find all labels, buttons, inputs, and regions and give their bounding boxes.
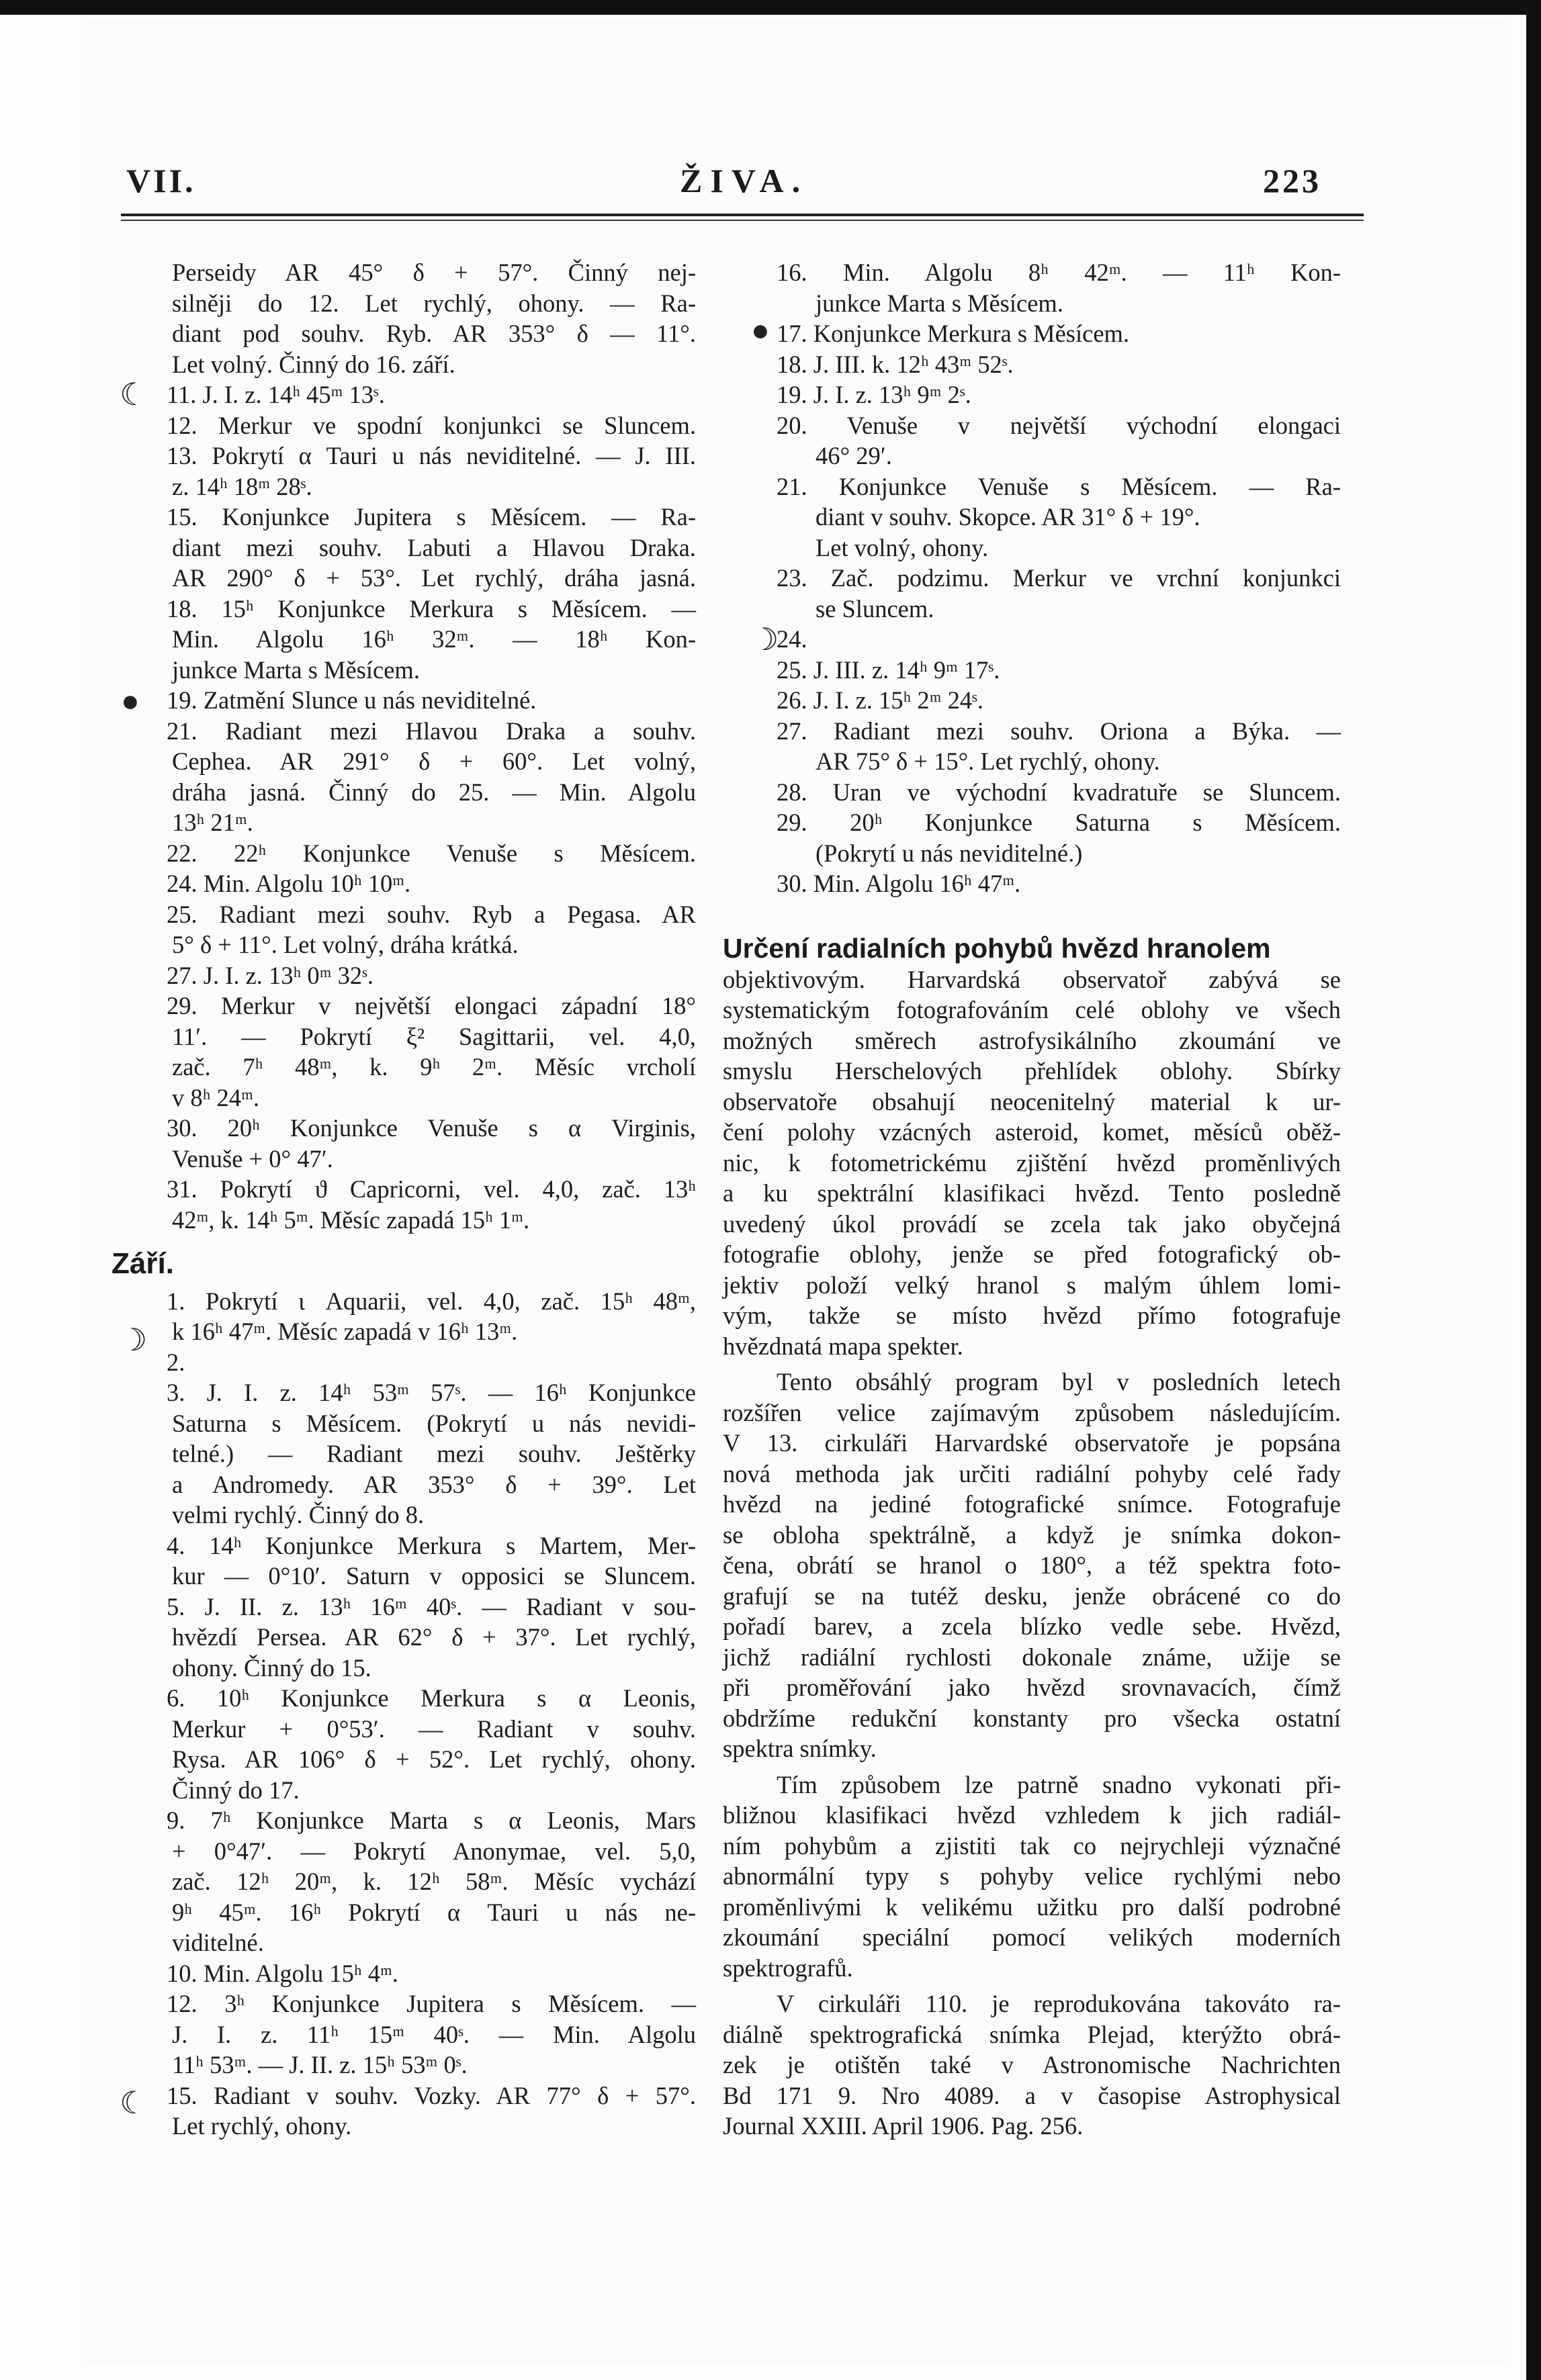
text-line: k 16ʰ 47ᵐ. Měsíc zapadá v 16ʰ 13ᵐ.	[172, 1318, 518, 1345]
text-line: v 8ʰ 24ᵐ.	[172, 1083, 259, 1111]
text-line: telné.) — Radiant mezi souhv. Ještěrky	[172, 1440, 696, 1467]
text-line: 4. 14ʰ Konjunkce Merkura s Martem, Mer-	[167, 1531, 696, 1559]
article-line: observatoře obsahují neocenitelný material k ur-	[723, 1087, 1341, 1115]
article-line: spektra snímky.	[723, 1735, 877, 1762]
text-line: 13. Pokrytí α Tauri u nás neviditelné. — J. III.	[167, 442, 696, 469]
text-line: 24. Min. Algolu 10ʰ 10ᵐ.	[167, 870, 411, 897]
text-line: Min. Algolu 16ʰ 32ᵐ. — 18ʰ Kon-	[172, 625, 696, 653]
text-line: a Andromedy. AR 353° δ + 39°. Let	[172, 1470, 696, 1498]
article-line: spektrografů.	[723, 1954, 853, 1982]
text-line: 28. Uran ve východní kvadratuře se Sluncem.	[777, 778, 1341, 806]
text-line: 19. J. I. z. 13ʰ 9ᵐ 2ˢ.	[777, 381, 971, 408]
header-journal: ŽIVA.	[680, 162, 809, 199]
text-line: 22. 22ʰ Konjunkce Venuše s Měsícem.	[167, 839, 696, 867]
article-line: smyslu Herschelových přehlídek oblohy. Sbírky	[723, 1057, 1341, 1085]
last-quarter-icon-2: ☽	[751, 623, 779, 657]
article-line: vým, takže se místo hvězd přímo fotografuje	[723, 1301, 1341, 1329]
article-line: pořadí barev, a zcela blízko vedle sebe. Hvězd,	[723, 1612, 1341, 1640]
text-line: Saturna s Měsícem. (Pokrytí u nás nevidi-	[172, 1409, 696, 1437]
text-line: 13ʰ 21ᵐ.	[172, 809, 253, 836]
text-line: 16. Min. Algolu 8ʰ 42ᵐ. — 11ʰ Kon-	[777, 259, 1341, 286]
article-line: zek je otištěn také v Astronomische Nachrichten	[723, 2051, 1341, 2078]
article-line: zkoumání speciální pomocí velikých moderních	[723, 1923, 1341, 1951]
text-line: 17. Konjunkce Merkura s Měsícem.	[777, 320, 1130, 347]
text-line: diant mezi souhv. Labuti a Hlavou Draka.	[172, 533, 696, 561]
first-quarter-icon: ☾	[120, 377, 148, 412]
text-line: 27. Radiant mezi souhv. Oriona a Býka. —	[777, 717, 1341, 745]
text-line: 6. 10ʰ Konjunkce Merkura s α Leonis,	[167, 1684, 696, 1712]
article-line: grafují se na tutéž desku, jenže obrácené co do	[723, 1582, 1341, 1610]
full-moon-icon: ●	[121, 684, 140, 718]
text-line: 29. Merkur v největší elongaci západní 18°	[167, 992, 696, 1019]
text-line: 15. Konjunkce Jupitera s Měsícem. — Ra-	[167, 503, 696, 531]
article-line: jichž radiální rychlosti dokonale známe, užije se	[723, 1643, 1341, 1671]
text-line: 21. Radiant mezi Hlavou Draka a souhv.	[167, 717, 696, 745]
text-line: 5° δ + 11°. Let volný, dráha krátká.	[172, 931, 519, 958]
text-line: + 0°47′. — Pokrytí Anonymae, vel. 5,0,	[172, 1837, 696, 1865]
article-line: při proměřování jako hvězd srovnavacích, čímž	[723, 1674, 1341, 1701]
text-line: se Sluncem.	[816, 594, 934, 623]
article-line: rozšířen velice zajímavým způsobem následujícím.	[723, 1398, 1341, 1426]
article-line: uvedený úkol provádí se zcela tak jako obyčejná	[723, 1209, 1341, 1238]
header-rule	[121, 214, 1364, 216]
article-line: Tím způsobem lze patrně snadno vykonati při-	[777, 1770, 1341, 1798]
text-line: Let rychlý, ohony.	[172, 2112, 352, 2140]
text-line: 42ᵐ, k. 14ʰ 5ᵐ. Měsíc zapadá 15ʰ 1ᵐ.	[172, 1205, 530, 1234]
article-line: abnormální typy s pohyby velice rychlými nebo	[723, 1862, 1341, 1890]
text-line: diant pod souhv. Ryb. AR 353° δ — 11°.	[172, 320, 696, 347]
header-page-number: 223	[1263, 162, 1321, 199]
text-line: silněji do 12. Let rychlý, ohony. — Ra-	[172, 289, 696, 317]
text-line: 18. 15ʰ Konjunkce Merkura s Měsícem. —	[167, 594, 696, 623]
text-line: 5. J. II. z. 13ʰ 16ᵐ 40ˢ. — Radiant v sou-	[167, 1592, 696, 1620]
article-line: hvězd na jediné fotografické snímce. Fotografuje	[723, 1490, 1341, 1518]
text-line: Perseidy AR 45° δ + 57°. Činný nej-	[172, 259, 696, 286]
article-line: možných směrech astrofysikálního zkoumání ve	[723, 1026, 1341, 1054]
text-line: 9ʰ 45ᵐ. 16ʰ Pokrytí α Tauri u nás ne-	[172, 1898, 696, 1926]
text-line: (Pokrytí u nás neviditelné.)	[816, 839, 1083, 867]
text-line: 2.	[167, 1348, 185, 1376]
text-line: 27. J. I. z. 13ʰ 0ᵐ 32ˢ.	[167, 961, 374, 989]
text-line: Let volný, ohony.	[816, 533, 989, 561]
text-line: 10. Min. Algolu 15ʰ 4ᵐ.	[167, 1959, 398, 1987]
text-line: Cephea. AR 291° δ + 60°. Let volný,	[172, 747, 696, 775]
text-line: Merkur + 0°53′. — Radiant v souhv.	[172, 1714, 696, 1743]
text-line: z. 14ʰ 18ᵐ 28ˢ.	[172, 472, 312, 500]
text-line: ohony. Činný do 15.	[172, 1653, 371, 1682]
last-quarter-icon: ☽	[120, 1323, 148, 1357]
header-volume: VII.	[126, 162, 196, 199]
left-column	[112, 257, 696, 2142]
text-line: Venuše + 0° 47′.	[172, 1144, 333, 1173]
text-line: 18. J. III. k. 12ʰ 43ᵐ 52ˢ.	[777, 350, 1014, 378]
section-heading-zari: Září.	[112, 1247, 174, 1280]
text-line: velmi rychlý. Činný do 8.	[172, 1501, 425, 1528]
text-line: 24.	[777, 625, 807, 653]
header-rule-thin	[121, 220, 1364, 221]
first-quarter-icon-2: ☾	[120, 2086, 148, 2120]
text-line: 25. J. III. z. 14ʰ 9ᵐ 17ˢ.	[777, 655, 1000, 684]
text-line: diant v souhv. Skopce. AR 31° δ + 19°.	[816, 503, 1200, 531]
article-line: se obloha spektrálně, a když je snímka dokon-	[723, 1520, 1341, 1549]
article-line: objektivovým. Harvardská observatoř zabývá se	[723, 965, 1341, 993]
text-line: 21. Konjunkce Venuše s Měsícem. — Ra-	[777, 472, 1341, 500]
text-line: junkce Marta s Měsícem.	[816, 289, 1063, 317]
text-line: zač. 7ʰ 48ᵐ, k. 9ʰ 2ᵐ. Měsíc vrcholí	[172, 1053, 696, 1081]
text-line: AR 290° δ + 53°. Let rychlý, dráha jasná.	[172, 564, 696, 592]
article-line: nová methoda jak určiti radiální pohyby celé řady	[723, 1459, 1341, 1488]
article-line: V 13. cirkuláři Harvardské observatoře je popsána	[723, 1429, 1341, 1457]
article-line: V cirkuláři 110. je reprodukována takováto ra-	[777, 1990, 1341, 2017]
text-line: 11. J. I. z. 14ʰ 45ᵐ 13ˢ.	[167, 381, 385, 408]
text-line: 15. Radiant v souhv. Vozky. AR 77° δ + 57°.	[167, 2081, 696, 2109]
full-moon-icon-2: ●	[751, 313, 770, 347]
article	[723, 933, 1341, 2142]
right-column-calendar	[777, 257, 1341, 899]
article-line: a ku spektrální klasifikaci hvězd. Tento posledně	[723, 1179, 1341, 1207]
article-line: proměnlivými k velikému užitku pro další podrobné	[723, 1892, 1341, 1921]
text-line: 29. 20ʰ Konjunkce Saturna s Měsícem.	[777, 809, 1341, 836]
article-line: čení polohy vzácných asteroid, komet, měsíců oběž-	[723, 1118, 1341, 1146]
article-line: Journal XXIII. April 1906. Pag. 256.	[723, 2112, 1084, 2140]
text-line: 12. Merkur ve spodní konjunkci se Sluncem.	[167, 411, 696, 439]
text-line: 11ʰ 53ᵐ. — J. II. z. 15ʰ 53ᵐ 0ˢ.	[172, 2051, 468, 2078]
article-line: Tento obsáhlý program byl v posledních letech	[777, 1368, 1341, 1395]
article-line: jektiv položí velký hranol s malým úhlem lomi-	[723, 1271, 1341, 1299]
article-line: fotografie oblohy, jenže se před fotografický ob-	[723, 1240, 1341, 1268]
text-line: 11′. — Pokrytí ξ² Sagittarii, vel. 4,0,	[172, 1022, 696, 1050]
article-line: čena, obrátí se hranol o 180°, a též spektra foto-	[723, 1551, 1341, 1579]
article-line: systematickým fotografováním celé oblohy ve všech	[723, 996, 1341, 1023]
article-line: nic, k fotometrickému zjištění hvězd proměnlivých	[723, 1148, 1341, 1177]
text-line: 12. 3ʰ Konjunkce Jupitera s Měsícem. —	[167, 1990, 696, 2017]
text-line: J. I. z. 11ʰ 15ᵐ 40ˢ. — Min. Algolu	[172, 2020, 696, 2048]
article-title-line: Určení radialních pohybů hvězd hranolem	[723, 933, 1271, 964]
text-line: 31. Pokrytí ϑ Capricorni, vel. 4,0, zač. 13ʰ	[167, 1175, 696, 1203]
article-line: hvězdnatá mapa spekter.	[723, 1332, 963, 1360]
text-line: 30. Min. Algolu 16ʰ 47ᵐ.	[777, 870, 1021, 897]
scan-border-top	[0, 0, 1541, 15]
text-line: 3. J. I. z. 14ʰ 53ᵐ 57ˢ. — 16ʰ Konjunkce	[167, 1379, 696, 1406]
text-line: Rysa. AR 106° δ + 52°. Let rychlý, ohony.	[172, 1745, 696, 1773]
text-line: viditelné.	[172, 1929, 264, 1956]
text-line: 20. Venuše v největší východní elongaci	[777, 411, 1341, 439]
scan-border-right	[1526, 0, 1541, 2380]
article-line: ním pohybům a zjistiti tak co nejrychleji význačné	[723, 1831, 1341, 1860]
text-line: 46° 29′.	[816, 442, 892, 469]
text-line: 30. 20ʰ Konjunkce Venuše s α Virginis,	[167, 1114, 696, 1142]
text-line: Let volný. Činný do 16. září.	[172, 350, 455, 378]
text-line: 1. Pokrytí ι Aquarii, vel. 4,0, zač. 15ʰ 48ᵐ,	[167, 1287, 696, 1315]
article-line: obdržíme redukční konstanty pro všecka ostatní	[723, 1704, 1341, 1732]
text-line: 25. Radiant mezi souhv. Ryb a Pegasa. AR	[167, 900, 696, 928]
text-line: 9. 7ʰ Konjunkce Marta s α Leonis, Mars	[167, 1806, 696, 1834]
text-line: AR 75° δ + 15°. Let rychlý, ohony.	[816, 747, 1160, 775]
article-line: diálně spektrografická snímka Plejad, kterýžto obrá-	[723, 2020, 1341, 2048]
text-line: 26. J. I. z. 15ʰ 2ᵐ 24ˢ.	[777, 686, 984, 714]
article-line: Bd 171 9. Nro 4089. a v časopise Astrophysical	[723, 2081, 1341, 2109]
text-line: 23. Zač. podzimu. Merkur ve vrchní konjunkci	[777, 564, 1341, 592]
text-line: kur — 0°10′. Saturn v opposici se Sluncem.	[172, 1562, 696, 1590]
text-line: 19. Zatmění Slunce u nás neviditelné.	[167, 686, 537, 714]
article-line: bližnou klasifikaci hvězd vzhledem k jich radiál-	[723, 1801, 1341, 1829]
text-line: zač. 12ʰ 20ᵐ, k. 12ʰ 58ᵐ. Měsíc vychází	[172, 1868, 696, 1895]
text-line: junkce Marta s Měsícem.	[172, 655, 420, 684]
text-line: Činný do 17.	[172, 1776, 300, 1804]
text-line: hvězdí Persea. AR 62° δ + 37°. Let rychlý,	[172, 1623, 696, 1651]
text-line: dráha jasná. Činný do 25. — Min. Algolu	[172, 778, 696, 806]
